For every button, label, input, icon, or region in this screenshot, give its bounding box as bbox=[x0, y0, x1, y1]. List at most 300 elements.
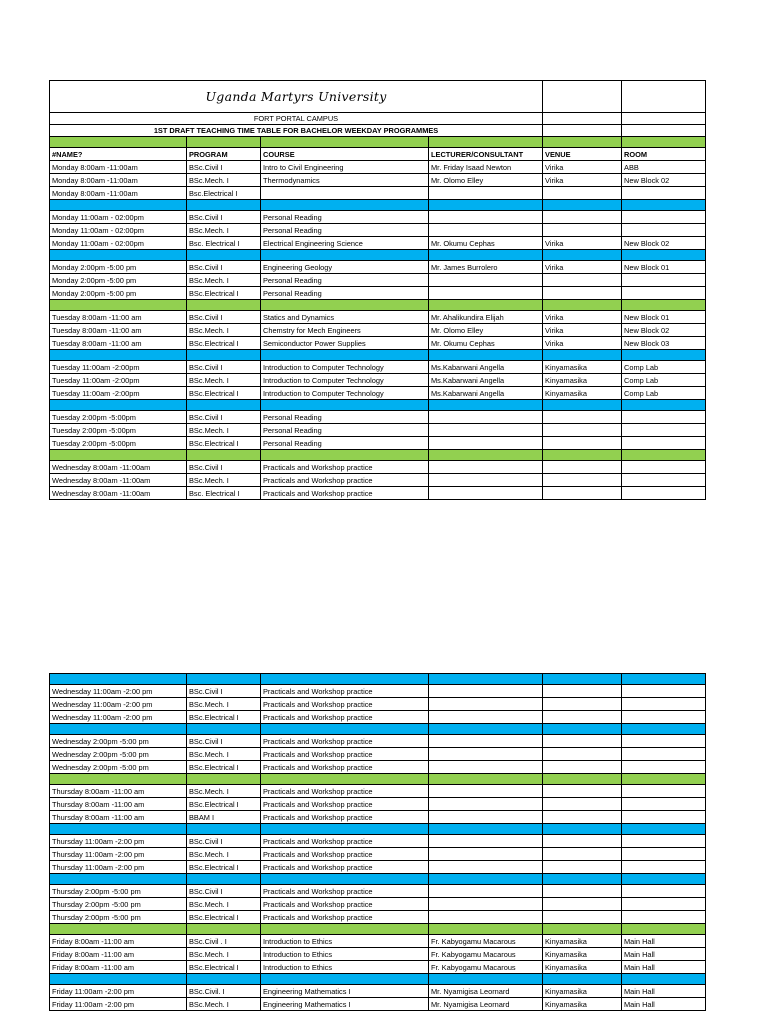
program-cell: BSc.Mech. I bbox=[187, 374, 261, 387]
separator-cell bbox=[187, 137, 261, 148]
room-cell bbox=[622, 735, 706, 748]
program-cell: BSc.Mech. I bbox=[187, 274, 261, 287]
lecturer-cell bbox=[429, 798, 543, 811]
lecturer-cell bbox=[429, 711, 543, 724]
timetable-page-2 bbox=[49, 673, 706, 1011]
room-cell: New Block 01 bbox=[622, 311, 706, 324]
empty-cell bbox=[543, 113, 622, 125]
separator-cell bbox=[429, 974, 543, 985]
program-cell: BSc.Mech. I bbox=[187, 424, 261, 437]
program-cell: BSc.Mech. I bbox=[187, 948, 261, 961]
day-time-cell: Wednesday 11:00am -2:00 pm bbox=[50, 685, 187, 698]
table-row bbox=[50, 361, 706, 374]
program-cell: BSc.Mech. I bbox=[187, 785, 261, 798]
program-cell: BSc.Civil I bbox=[187, 311, 261, 324]
green-separator-row bbox=[50, 137, 706, 148]
timetable-body-1 bbox=[50, 81, 706, 500]
column-header: COURSE bbox=[261, 148, 429, 161]
table-row bbox=[50, 935, 706, 948]
course-cell: Introduction to Computer Technology bbox=[261, 387, 429, 400]
separator-cell bbox=[622, 400, 706, 411]
program-cell: BSc.Electrical I bbox=[187, 387, 261, 400]
separator-cell bbox=[622, 137, 706, 148]
column-header: LECTURER/CONSULTANT bbox=[429, 148, 543, 161]
separator-cell bbox=[622, 824, 706, 835]
program-cell: BSc.Civil. I bbox=[187, 985, 261, 998]
program-cell: BSc.Civil I bbox=[187, 685, 261, 698]
table-row bbox=[50, 748, 706, 761]
venue-cell: Virika bbox=[543, 261, 622, 274]
separator-cell bbox=[543, 450, 622, 461]
lecturer-cell bbox=[429, 287, 543, 300]
lecturer-cell bbox=[429, 861, 543, 874]
separator-cell bbox=[187, 724, 261, 735]
program-cell: BSc.Mech. I bbox=[187, 474, 261, 487]
venue-cell: Kinyamasika bbox=[543, 948, 622, 961]
course-cell: Thermodynamics bbox=[261, 174, 429, 187]
venue-cell bbox=[543, 848, 622, 861]
day-time-cell: Wednesday 8:00am -11:00am bbox=[50, 474, 187, 487]
column-header: VENUE bbox=[543, 148, 622, 161]
program-cell: BSc.Mech. I bbox=[187, 224, 261, 237]
separator-cell bbox=[187, 874, 261, 885]
separator-cell bbox=[50, 924, 187, 935]
program-cell: BBAM I bbox=[187, 811, 261, 824]
course-cell: Practicals and Workshop practice bbox=[261, 785, 429, 798]
room-cell bbox=[622, 711, 706, 724]
blue-separator-row bbox=[50, 250, 706, 261]
lecturer-cell: Fr. Kabyogamu Macarous bbox=[429, 961, 543, 974]
room-cell bbox=[622, 474, 706, 487]
table-row bbox=[50, 311, 706, 324]
day-time-cell: Monday 8:00am -11:00am bbox=[50, 174, 187, 187]
course-cell: Engineering Mathematics I bbox=[261, 985, 429, 998]
day-time-cell: Friday 11:00am -2:00 pm bbox=[50, 985, 187, 998]
venue-cell: Virika bbox=[543, 337, 622, 350]
room-cell bbox=[622, 487, 706, 500]
table-row bbox=[50, 998, 706, 1011]
table-row bbox=[50, 848, 706, 861]
separator-cell bbox=[187, 350, 261, 361]
venue-cell: Virika bbox=[543, 324, 622, 337]
room-cell: Comp Lab bbox=[622, 387, 706, 400]
day-time-cell: Friday 8:00am -11:00 am bbox=[50, 961, 187, 974]
day-time-cell: Thursday 2:00pm -5:00 pm bbox=[50, 898, 187, 911]
column-header-row bbox=[50, 148, 706, 161]
day-time-cell: Friday 11:00am -2:00 pm bbox=[50, 998, 187, 1011]
venue-cell bbox=[543, 748, 622, 761]
program-cell: BSc.Electrical I bbox=[187, 437, 261, 450]
column-header: ROOM bbox=[622, 148, 706, 161]
separator-cell bbox=[429, 724, 543, 735]
course-cell: Personal Reading bbox=[261, 424, 429, 437]
room-cell bbox=[622, 811, 706, 824]
venue-cell: Virika bbox=[543, 311, 622, 324]
table-row bbox=[50, 911, 706, 924]
day-time-cell: Tuesday 8:00am -11:00 am bbox=[50, 324, 187, 337]
program-cell: BSc.Civil I bbox=[187, 361, 261, 374]
separator-cell bbox=[622, 874, 706, 885]
program-cell: BSc.Mech. I bbox=[187, 998, 261, 1011]
room-cell: Main Hall bbox=[622, 961, 706, 974]
day-time-cell: Monday 11:00am - 02:00pm bbox=[50, 224, 187, 237]
course-cell: Introduction to Ethics bbox=[261, 935, 429, 948]
empty-cell bbox=[543, 81, 622, 113]
separator-cell bbox=[622, 774, 706, 785]
day-time-cell: Thursday 11:00am -2:00 pm bbox=[50, 861, 187, 874]
timetable-page-1 bbox=[49, 80, 706, 500]
lecturer-cell: Mr. Okumu Cephas bbox=[429, 337, 543, 350]
day-time-cell: Thursday 8:00am -11:00 am bbox=[50, 798, 187, 811]
table-row bbox=[50, 798, 706, 811]
separator-cell bbox=[543, 824, 622, 835]
course-cell: Practicals and Workshop practice bbox=[261, 811, 429, 824]
separator-cell bbox=[622, 924, 706, 935]
separator-cell bbox=[429, 200, 543, 211]
venue-cell bbox=[543, 287, 622, 300]
separator-cell bbox=[50, 974, 187, 985]
table-row bbox=[50, 885, 706, 898]
program-cell: BSc.Civil I bbox=[187, 461, 261, 474]
separator-cell bbox=[429, 674, 543, 685]
room-cell: Comp Lab bbox=[622, 361, 706, 374]
green-separator-row bbox=[50, 450, 706, 461]
lecturer-cell: Ms.Kabarwani Angella bbox=[429, 361, 543, 374]
room-cell bbox=[622, 287, 706, 300]
separator-cell bbox=[429, 300, 543, 311]
course-cell: Statics and Dynamics bbox=[261, 311, 429, 324]
day-time-cell: Friday 8:00am -11:00 am bbox=[50, 935, 187, 948]
separator-cell bbox=[622, 200, 706, 211]
separator-cell bbox=[261, 250, 429, 261]
document-title: 1ST DRAFT TEACHING TIME TABLE FOR BACHELOR WEEKDAY PROGRAMMES bbox=[50, 125, 543, 137]
venue-cell bbox=[543, 885, 622, 898]
program-cell: BSc.Mech. I bbox=[187, 848, 261, 861]
room-cell bbox=[622, 187, 706, 200]
lecturer-cell bbox=[429, 424, 543, 437]
lecturer-cell bbox=[429, 487, 543, 500]
lecturer-cell: Ms.Kabarwani Angella bbox=[429, 387, 543, 400]
room-cell bbox=[622, 437, 706, 450]
lecturer-cell bbox=[429, 411, 543, 424]
venue-cell bbox=[543, 437, 622, 450]
blue-separator-row bbox=[50, 874, 706, 885]
course-cell: Practicals and Workshop practice bbox=[261, 461, 429, 474]
column-header: PROGRAM bbox=[187, 148, 261, 161]
program-cell: Bsc. Electrical I bbox=[187, 487, 261, 500]
day-time-cell: Wednesday 2:00pm -5:00 pm bbox=[50, 735, 187, 748]
lecturer-cell bbox=[429, 898, 543, 911]
separator-cell bbox=[50, 450, 187, 461]
day-time-cell: Monday 11:00am - 02:00pm bbox=[50, 211, 187, 224]
table-row bbox=[50, 698, 706, 711]
course-cell: Engineering Mathematics I bbox=[261, 998, 429, 1011]
day-time-cell: Thursday 2:00pm -5:00 pm bbox=[50, 911, 187, 924]
separator-cell bbox=[429, 924, 543, 935]
separator-cell bbox=[187, 450, 261, 461]
venue-cell bbox=[543, 798, 622, 811]
program-cell: BSc.Mech. I bbox=[187, 324, 261, 337]
course-cell: Practicals and Workshop practice bbox=[261, 761, 429, 774]
separator-cell bbox=[429, 874, 543, 885]
course-cell: Practicals and Workshop practice bbox=[261, 885, 429, 898]
venue-cell: Kinyamasika bbox=[543, 361, 622, 374]
program-cell: BSc.Electrical I bbox=[187, 761, 261, 774]
venue-cell: Kinyamasika bbox=[543, 998, 622, 1011]
day-time-cell: Wednesday 8:00am -11:00am bbox=[50, 461, 187, 474]
room-cell bbox=[622, 211, 706, 224]
table-row bbox=[50, 487, 706, 500]
program-cell: BSc.Civil I bbox=[187, 885, 261, 898]
program-cell: BSc.Electrical I bbox=[187, 287, 261, 300]
room-cell bbox=[622, 461, 706, 474]
venue-cell bbox=[543, 811, 622, 824]
day-time-cell: Monday 11:00am - 02:00pm bbox=[50, 237, 187, 250]
green-separator-row bbox=[50, 774, 706, 785]
venue-cell bbox=[543, 187, 622, 200]
room-cell bbox=[622, 835, 706, 848]
blue-separator-row bbox=[50, 400, 706, 411]
course-cell: Introduction to Ethics bbox=[261, 961, 429, 974]
room-cell bbox=[622, 274, 706, 287]
table-row bbox=[50, 237, 706, 250]
separator-cell bbox=[261, 200, 429, 211]
lecturer-cell bbox=[429, 811, 543, 824]
program-cell: BSc.Electrical I bbox=[187, 337, 261, 350]
venue-cell bbox=[543, 224, 622, 237]
room-cell bbox=[622, 411, 706, 424]
venue-cell: Virika bbox=[543, 237, 622, 250]
room-cell: Main Hall bbox=[622, 935, 706, 948]
program-cell: BSc.Mech. I bbox=[187, 698, 261, 711]
venue-cell bbox=[543, 898, 622, 911]
table-row bbox=[50, 835, 706, 848]
blue-separator-row bbox=[50, 674, 706, 685]
course-cell: Electrical Engineering Science bbox=[261, 237, 429, 250]
day-time-cell: Monday 2:00pm -5:00 pm bbox=[50, 274, 187, 287]
room-cell bbox=[622, 848, 706, 861]
day-time-cell: Wednesday 2:00pm -5:00 pm bbox=[50, 748, 187, 761]
venue-cell: Kinyamasika bbox=[543, 374, 622, 387]
program-cell: BSc.Electrical I bbox=[187, 911, 261, 924]
separator-cell bbox=[622, 350, 706, 361]
course-cell: Introduction to Computer Technology bbox=[261, 361, 429, 374]
room-cell bbox=[622, 898, 706, 911]
venue-cell bbox=[543, 685, 622, 698]
lecturer-cell bbox=[429, 437, 543, 450]
room-cell bbox=[622, 785, 706, 798]
lecturer-cell bbox=[429, 748, 543, 761]
day-time-cell: Tuesday 2:00pm -5:00pm bbox=[50, 424, 187, 437]
lecturer-cell bbox=[429, 835, 543, 848]
lecturer-cell: Mr. Okumu Cephas bbox=[429, 237, 543, 250]
separator-cell bbox=[429, 450, 543, 461]
lecturer-cell bbox=[429, 848, 543, 861]
separator-cell bbox=[50, 400, 187, 411]
separator-cell bbox=[261, 400, 429, 411]
program-cell: BSc.Civil I bbox=[187, 735, 261, 748]
course-cell: Semiconductor Power Supplies bbox=[261, 337, 429, 350]
day-time-cell: Monday 2:00pm -5:00 pm bbox=[50, 287, 187, 300]
course-cell: Practicals and Workshop practice bbox=[261, 735, 429, 748]
separator-cell bbox=[543, 874, 622, 885]
table-row bbox=[50, 948, 706, 961]
day-time-cell: Thursday 8:00am -11:00 am bbox=[50, 811, 187, 824]
venue-cell bbox=[543, 761, 622, 774]
day-time-cell: Thursday 8:00am -11:00 am bbox=[50, 785, 187, 798]
table-row bbox=[50, 211, 706, 224]
blue-separator-row bbox=[50, 974, 706, 985]
table-row bbox=[50, 337, 706, 350]
room-cell bbox=[622, 748, 706, 761]
separator-cell bbox=[187, 824, 261, 835]
room-cell: ABB bbox=[622, 161, 706, 174]
lecturer-cell bbox=[429, 474, 543, 487]
separator-cell bbox=[429, 400, 543, 411]
lecturer-cell: Mr. Olomo Elley bbox=[429, 324, 543, 337]
separator-cell bbox=[187, 200, 261, 211]
venue-cell bbox=[543, 474, 622, 487]
separator-cell bbox=[543, 350, 622, 361]
venue-cell bbox=[543, 735, 622, 748]
day-time-cell: Monday 2:00pm -5:00 pm bbox=[50, 261, 187, 274]
empty-cell bbox=[543, 125, 622, 137]
separator-cell bbox=[187, 674, 261, 685]
separator-cell bbox=[543, 400, 622, 411]
table-row bbox=[50, 761, 706, 774]
room-cell: New Block 02 bbox=[622, 174, 706, 187]
room-cell: Main Hall bbox=[622, 948, 706, 961]
course-cell: Practicals and Workshop practice bbox=[261, 898, 429, 911]
separator-cell bbox=[50, 350, 187, 361]
lecturer-cell bbox=[429, 187, 543, 200]
separator-cell bbox=[50, 674, 187, 685]
campus-row bbox=[50, 113, 706, 125]
separator-cell bbox=[543, 674, 622, 685]
lecturer-cell: Ms.Kabarwani Angella bbox=[429, 374, 543, 387]
day-time-cell: Tuesday 8:00am -11:00 am bbox=[50, 337, 187, 350]
program-cell: BSc.Civil I bbox=[187, 835, 261, 848]
day-time-cell: Thursday 11:00am -2:00 pm bbox=[50, 848, 187, 861]
room-cell: Comp Lab bbox=[622, 374, 706, 387]
program-cell: BSc.Civil I bbox=[187, 211, 261, 224]
lecturer-cell bbox=[429, 274, 543, 287]
lecturer-cell bbox=[429, 211, 543, 224]
course-cell: Practicals and Workshop practice bbox=[261, 685, 429, 698]
course-cell: Personal Reading bbox=[261, 274, 429, 287]
day-time-cell: Tuesday 2:00pm -5:00pm bbox=[50, 437, 187, 450]
venue-cell bbox=[543, 711, 622, 724]
table-row bbox=[50, 374, 706, 387]
table-row bbox=[50, 735, 706, 748]
course-cell: Personal Reading bbox=[261, 211, 429, 224]
venue-cell: Kinyamasika bbox=[543, 961, 622, 974]
lecturer-cell bbox=[429, 224, 543, 237]
table-row bbox=[50, 711, 706, 724]
blue-separator-row bbox=[50, 350, 706, 361]
separator-cell bbox=[429, 137, 543, 148]
table-row bbox=[50, 898, 706, 911]
room-cell: New Block 02 bbox=[622, 324, 706, 337]
separator-cell bbox=[261, 350, 429, 361]
room-cell bbox=[622, 698, 706, 711]
course-cell: Personal Reading bbox=[261, 224, 429, 237]
room-cell bbox=[622, 911, 706, 924]
room-cell: New Block 02 bbox=[622, 237, 706, 250]
venue-cell bbox=[543, 461, 622, 474]
program-cell: BSc.Electrical I bbox=[187, 961, 261, 974]
separator-cell bbox=[261, 724, 429, 735]
table-row bbox=[50, 811, 706, 824]
course-cell: Introduction to Ethics bbox=[261, 948, 429, 961]
table-row bbox=[50, 324, 706, 337]
table-row bbox=[50, 474, 706, 487]
table-row bbox=[50, 411, 706, 424]
separator-cell bbox=[50, 724, 187, 735]
room-cell bbox=[622, 224, 706, 237]
lecturer-cell bbox=[429, 685, 543, 698]
separator-cell bbox=[622, 674, 706, 685]
venue-cell bbox=[543, 785, 622, 798]
separator-cell bbox=[429, 824, 543, 835]
table-row bbox=[50, 387, 706, 400]
room-cell bbox=[622, 861, 706, 874]
day-time-cell: Monday 8:00am -11:00am bbox=[50, 187, 187, 200]
program-cell: BSc.Mech. I bbox=[187, 898, 261, 911]
room-cell: New Block 01 bbox=[622, 261, 706, 274]
day-time-cell: Monday 8:00am -11:00am bbox=[50, 161, 187, 174]
day-time-cell: Wednesday 2:00pm -5:00 pm bbox=[50, 761, 187, 774]
table-row bbox=[50, 261, 706, 274]
venue-cell: Kinyamasika bbox=[543, 935, 622, 948]
program-cell: Bsc.Electrical I bbox=[187, 187, 261, 200]
room-cell bbox=[622, 424, 706, 437]
empty-cell bbox=[622, 81, 706, 113]
course-cell: Practicals and Workshop practice bbox=[261, 748, 429, 761]
day-time-cell: Wednesday 8:00am -11:00am bbox=[50, 487, 187, 500]
table-row bbox=[50, 961, 706, 974]
blue-separator-row bbox=[50, 724, 706, 735]
separator-cell bbox=[261, 774, 429, 785]
green-separator-row bbox=[50, 300, 706, 311]
separator-cell bbox=[261, 974, 429, 985]
separator-cell bbox=[261, 450, 429, 461]
empty-cell bbox=[622, 113, 706, 125]
separator-cell bbox=[622, 250, 706, 261]
venue-cell bbox=[543, 211, 622, 224]
separator-cell bbox=[261, 924, 429, 935]
course-cell: Practicals and Workshop practice bbox=[261, 835, 429, 848]
program-cell: BSc.Mech. I bbox=[187, 748, 261, 761]
venue-cell: Virika bbox=[543, 161, 622, 174]
lecturer-cell bbox=[429, 885, 543, 898]
lecturer-cell bbox=[429, 698, 543, 711]
separator-cell bbox=[429, 350, 543, 361]
lecturer-cell: Mr. James Burrolero bbox=[429, 261, 543, 274]
separator-cell bbox=[187, 250, 261, 261]
course-cell: Practicals and Workshop practice bbox=[261, 474, 429, 487]
separator-cell bbox=[543, 974, 622, 985]
separator-cell bbox=[50, 300, 187, 311]
separator-cell bbox=[261, 137, 429, 148]
course-cell: Intro to Civil Engineering bbox=[261, 161, 429, 174]
separator-cell bbox=[543, 250, 622, 261]
table-row bbox=[50, 161, 706, 174]
table-row bbox=[50, 437, 706, 450]
separator-cell bbox=[50, 774, 187, 785]
lecturer-cell: Fr. Kabyogamu Macarous bbox=[429, 948, 543, 961]
room-cell: New Block 03 bbox=[622, 337, 706, 350]
